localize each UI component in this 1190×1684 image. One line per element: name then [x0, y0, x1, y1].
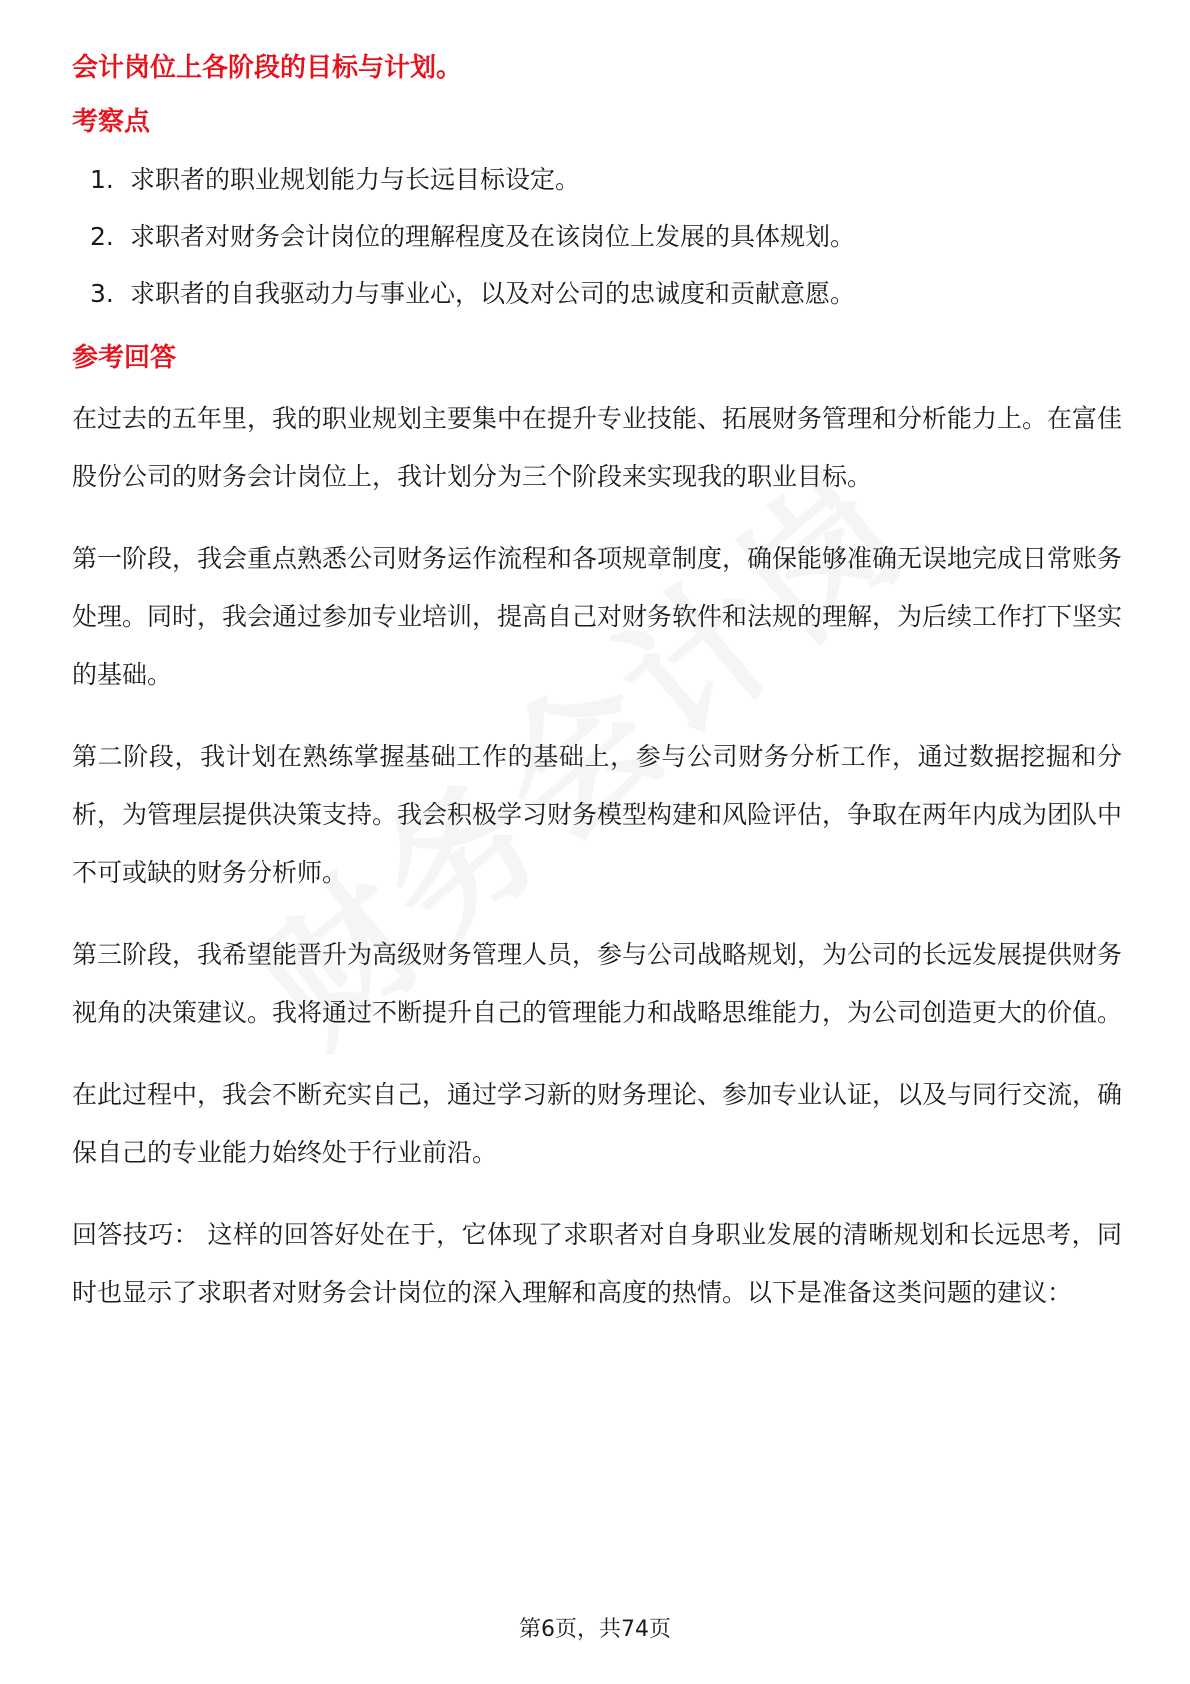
answer-paragraph-intro: 在过去的五年里，我的职业规划主要集中在提升专业技能、拓展财务管理和分析能力上。在富佳股份公司的财务会计岗位上，我计划分为三个阶段来实现我的职业目标。 [72, 404, 1123, 491]
answer-heading: 参考回答 [72, 343, 177, 373]
answer-paragraph-stage-two: 第二阶段，我计划在熟练掌握基础工作的基础上，参与公司财务分析工作，通过数据挖掘和分析，为管理层提供决策支持。我会积极学习财务模型构建和风险评估，争取在两年内成为团队中不可或缺的财务分析师。 [72, 742, 1123, 887]
list-item-text: 求职者的自我驱动力与事业心，以及对公司的忠诚度和贡献意愿。 [130, 279, 856, 308]
answer-tips-paragraph: 回答技巧： 这样的回答好处在于，它体现了求职者对自身职业发展的清晰规划和长远思考，同时也显示了求职者对财务会计岗位的深入理解和高度的热情。以下是准备这类问题的建议： [72, 1220, 1122, 1307]
list-item-number: 1. [90, 165, 114, 194]
considerations-list [72, 160, 1122, 314]
list-item-number: 3. [90, 279, 114, 308]
list-item [90, 217, 1122, 257]
page-title: 会计岗位上各阶段的目标与计划。 [72, 53, 463, 83]
list-item [90, 160, 1122, 200]
page-number-footer: 第6页，共74页 [519, 1617, 671, 1642]
answer-paragraph-stage-three: 第三阶段，我希望能晋升为高级财务管理人员，参与公司战略规划，为公司的长远发展提供财务视角的决策建议。我将通过不断提升自己的管理能力和战略思维能力，为公司创造更大的价值。 [72, 940, 1123, 1027]
considerations-heading: 考察点 [72, 107, 151, 137]
page-content [72, 48, 1122, 1346]
answer-paragraph-stage-one: 第一阶段，我会重点熟悉公司财务运作流程和各项规章制度，确保能够准确无误地完成日常账务处理。同时，我会通过参加专业培训，提高自己对财务软件和法规的理解，为后续工作打下坚实的基础。 [72, 544, 1123, 689]
list-item-number: 2. [90, 222, 114, 251]
list-item [90, 274, 1122, 314]
list-item-text: 求职者的职业规划能力与长远目标设定。 [130, 165, 581, 194]
answer-paragraph-process: 在此过程中，我会不断充实自己，通过学习新的财务理论、参加专业认证，以及与同行交流，确保自己的专业能力始终处于行业前沿。 [72, 1080, 1123, 1167]
list-item-text: 求职者对财务会计岗位的理解程度及在该岗位上发展的具体规划。 [130, 222, 856, 251]
